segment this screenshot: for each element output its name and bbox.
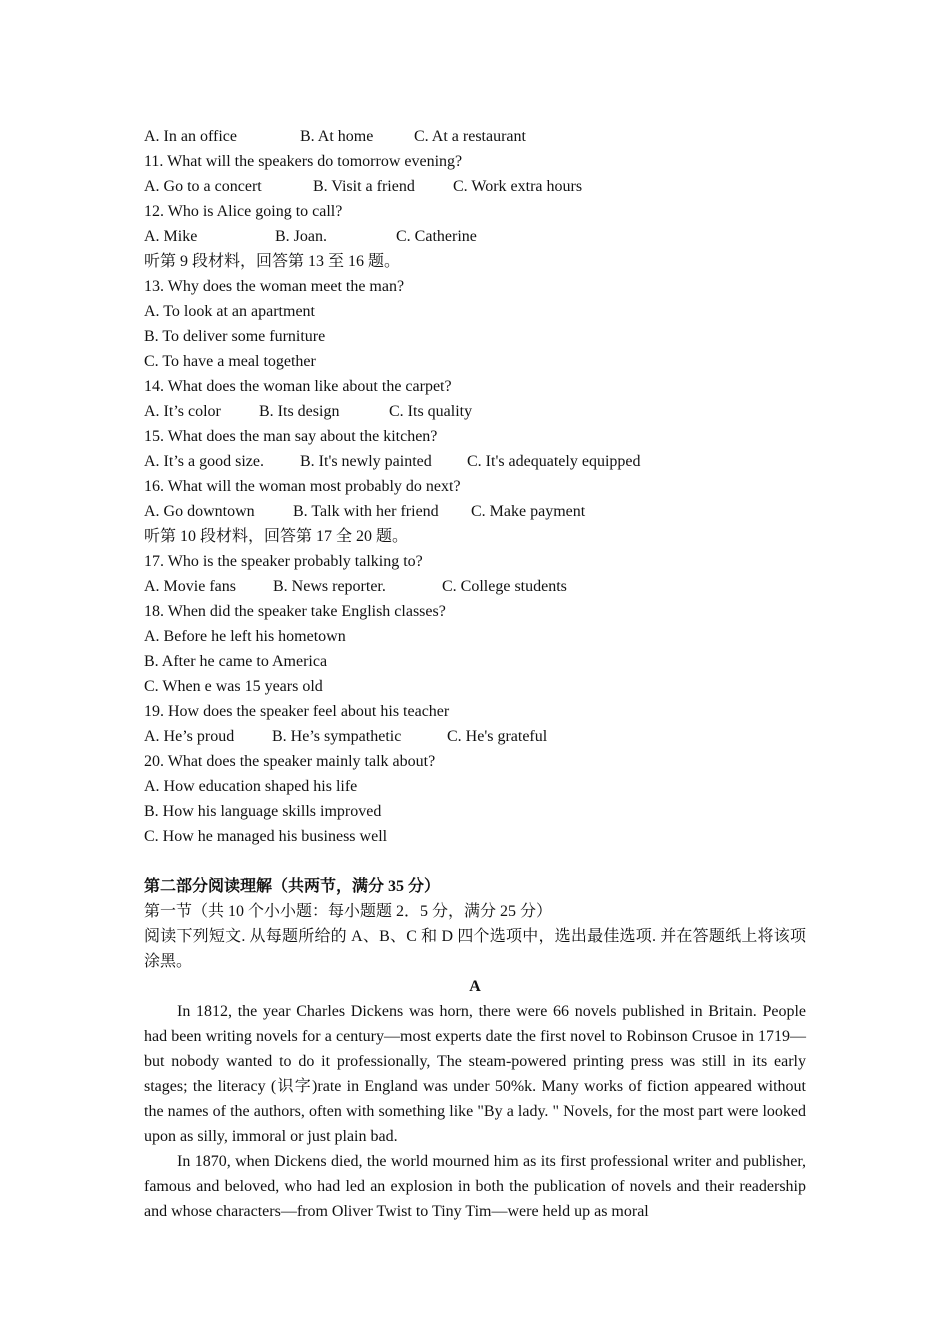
q18-question: 18. When did the speaker take English classes? [144, 603, 446, 620]
q14-options [144, 399, 806, 424]
part-2-subtitle: 第一节（共 10 个小小题：每小题题 2．5 分，满分 25 分） [144, 903, 553, 920]
q11-option-b: B. Visit a friend [313, 178, 415, 195]
q18-option-b: B. After he came to America [144, 653, 328, 670]
q13-option-b: B. To deliver some furniture [144, 328, 326, 345]
q16-option-b: B. Talk with her friend [293, 503, 439, 520]
q15-option-c: C. It's adequately equipped [467, 453, 641, 470]
q11-option-c: C. Work extra hours [453, 178, 583, 195]
q12-option-c: C. Catherine [396, 228, 477, 245]
part-2-title: 第二部分阅读理解（共两节，满分 35 分） [144, 878, 441, 895]
q12-question: 12. Who is Alice going to call? [144, 203, 343, 220]
q17-option-b: B. News reporter. [273, 578, 386, 595]
q16-options [144, 499, 806, 524]
document-page [144, 124, 806, 1224]
q12-option-b: B. Joan. [275, 228, 327, 245]
q17-question: 17. Who is the speaker probably talking to? [144, 553, 423, 570]
q19-options [144, 724, 806, 749]
q12-option-a: A. Mike [144, 228, 198, 245]
q18-option-a: A. Before he left his hometown [144, 628, 346, 645]
q19-option-c: C. He's grateful [447, 728, 548, 745]
q17-option-c: C. College students [442, 578, 567, 595]
q18-option-c: C. When e was 15 years old [144, 678, 323, 695]
q16-option-c: C. Make payment [471, 503, 586, 520]
q20-option-b: B. How his language skills improved [144, 803, 382, 820]
q11-option-a: A. Go to a concert [144, 178, 262, 195]
q14-option-c: C. Its quality [389, 403, 473, 420]
q14-question: 14. What does the woman like about the carpet? [144, 378, 452, 395]
q15-option-a: A. It’s a good size. [144, 453, 264, 470]
passage-label: A [469, 978, 481, 995]
q19-option-a: A. He’s proud [144, 728, 235, 745]
q15-question: 15. What does the man say about the kitchen? [144, 428, 438, 445]
part-2-instruction: 阅读下列短文. 从每题所给的 A、B、C 和 D 四个选项中，选出最佳选项. 并在答题纸上将该项涂黑。 [144, 928, 806, 970]
q14-option-a: A. It’s color [144, 403, 221, 420]
q20-option-c: C. How he managed his business well [144, 828, 388, 845]
q19-question: 19. How does the speaker feel about his teacher [144, 703, 450, 720]
q11-question: 11. What will the speakers do tomorrow evening? [144, 153, 463, 170]
spacer [144, 849, 806, 874]
passage-paragraph-1: In 1812, the year Charles Dickens was horn, there were 66 novels published in Britain. People had been writing novels for a century—most experts date the first novel to Robinson Crusoe in 1719—but nobody wanted to do it professionally, The steam-powered printing press was still in its early stages; the literacy (识字)rate in England was under 50%k. Many works of fiction appeared without the names of the authors, often with something like "By a lady. " Novels, for the most part were looked upon as silly, immoral or just plain bad. [144, 1003, 806, 1145]
q15-option-b: B. It's newly painted [300, 453, 432, 470]
q10-options [144, 124, 806, 149]
q13-option-a: A. To look at an apartment [144, 303, 315, 320]
q15-options [144, 449, 806, 474]
passage-paragraph-2: In 1870, when Dickens died, the world mourned him as its first professional writer and publisher, famous and beloved, who had led an explosion in both the publication of novels and their readership and whose characters—from Oliver Twist to Tiny Tim—were held up as moral [144, 1153, 806, 1220]
q14-option-b: B. Its design [259, 403, 340, 420]
q10-option-a: A. In an office [144, 128, 237, 145]
q13-question: 13. Why does the woman meet the man? [144, 278, 405, 295]
q17-options [144, 574, 806, 599]
q12-options [144, 224, 806, 249]
q11-options [144, 174, 806, 199]
q10-option-c: C. At a restaurant [414, 128, 526, 145]
q13-option-c: C. To have a meal together [144, 353, 316, 370]
q19-option-b: B. He’s sympathetic [272, 728, 402, 745]
q10-option-b: B. At home [300, 128, 374, 145]
q20-option-a: A. How education shaped his life [144, 778, 358, 795]
section-10-instruction: 听第 10 段材料，回答第 17 全 20 题。 [144, 528, 409, 545]
q17-option-a: A. Movie fans [144, 578, 236, 595]
q20-question: 20. What does the speaker mainly talk about? [144, 753, 436, 770]
q16-question: 16. What will the woman most probably do next? [144, 478, 461, 495]
q16-option-a: A. Go downtown [144, 503, 255, 520]
section-9-instruction: 听第 9 段材料，回答第 13 至 16 题。 [144, 253, 401, 270]
